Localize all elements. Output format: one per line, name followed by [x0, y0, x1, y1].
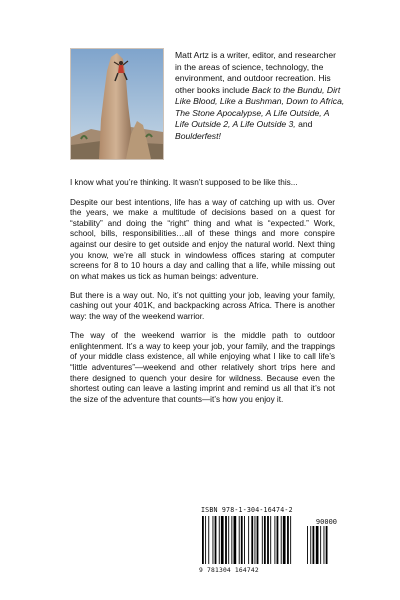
price-code: 90000	[315, 518, 337, 526]
bio-text: Matt Artz is a writer, editor, and researcher in the areas of science, technology, the environment, and outdoor recreation. His other books include	[175, 50, 336, 95]
bio-conjunction: and	[295, 119, 313, 129]
isbn-digits: 9 781304 164742	[199, 567, 259, 574]
opening-line: I know what you’re thinking. It wasn’t supposed to be like this...	[70, 178, 298, 187]
paragraph-way-out: But there is a way out. No, it’s not quitting your job, leaving your family, cashing out your 401K, and backpacking across Africa. There is another way: the way of the weekend warrior.	[70, 290, 335, 322]
author-photo	[70, 48, 164, 160]
paragraph-weekend-warrior: The way of the weekend warrior is the middle path to outdoor enlightenment. It’s a way to keep your job, your family, and the trappings of your middle class existence, all while enjoying what I like to call life’s “little adventures”—weekend and other relatively short trips here and there designed to quench your desire for wildness. Because even the shortest outing can leave a lasting imprint and remind us all that it’s not the size of the adventure that counts—it’s how you enjoy it.	[70, 331, 335, 404]
bio-book-titles: Back to the Bundu, Dirt Like Blood, Like a Bushman, Down to Africa, The Stone Apocalypse, A Life Outside, A Life Outside 2, A Life Outside 3,	[175, 84, 345, 129]
barcode-bars	[199, 516, 339, 568]
back-cover-copy	[70, 178, 335, 414]
author-bio	[175, 50, 345, 142]
isbn-label: ISBN 978-1-304-16474-2	[201, 506, 293, 514]
isbn-barcode	[199, 505, 339, 583]
paragraph-stability: Despite our best intentions, life has a way of catching up with us. Over the years, we make a multitude of decisions based on a quest for “stability” and doing the “right” thing and what is “expected.” Work, school, bills, responsibilities…all of these things and more conspire against our desire to get outside and enjoy the natural world. Next thing you know, we’re all stuck in windowless offices staring at computer screens for 8 to 10 hours a day and calling that a life, while missing out on what makes us tick as human beings: adventure.	[70, 197, 335, 281]
bio-book-title-last: Boulderfest!	[175, 130, 221, 141]
